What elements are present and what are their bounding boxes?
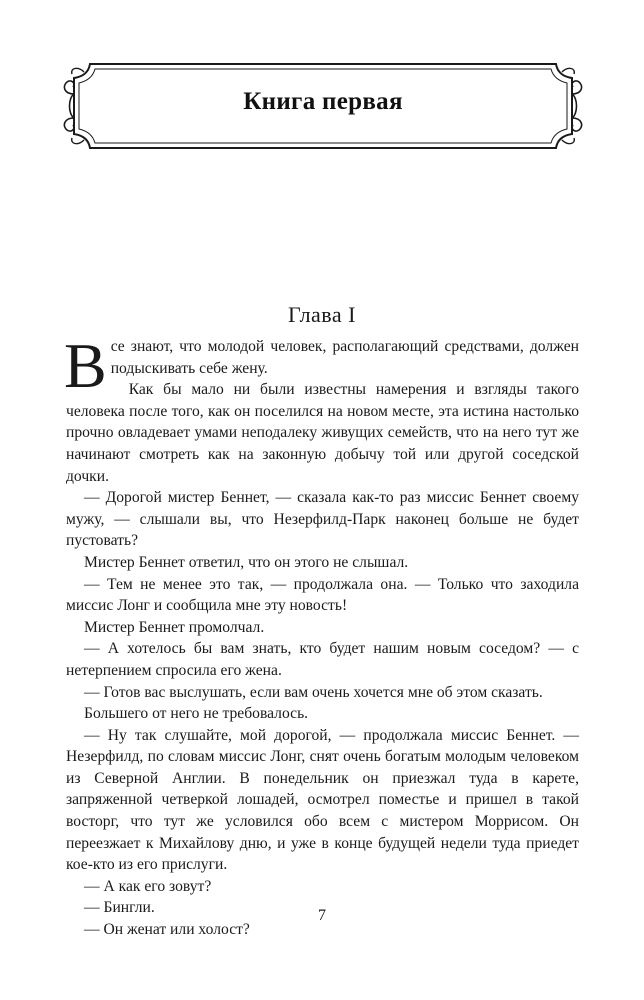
paragraph: — Тем не менее это так, — продолжала она. — Только что заходила миссис Лонг и сообщила мне эту новость! xyxy=(66,575,579,615)
paragraph: Большего от него не требовалось. xyxy=(84,705,309,723)
paragraph: — Он женат или холост? xyxy=(84,921,250,939)
paragraph: Как бы мало ни были известны намерения и взгляды такого человека после того, как он поселился на новом месте, эта истина настолько прочно овладевает умами неподалеку живущих семейств, что на него тут же начинают смотреть как на законную добычу той или другой соседской дочки. xyxy=(66,381,579,485)
paragraph xyxy=(64,330,579,401)
drop-cap: В xyxy=(64,330,107,401)
paragraph: Мистер Беннет промолчал. xyxy=(84,618,265,636)
paragraph: — Готов вас выслушать, если вам очень хочется мне об этом сказать. xyxy=(84,683,543,701)
paragraph-text: се знают, что молодой человек, располагающий средствами, должен подыскивать себе жену. xyxy=(110,338,579,377)
paragraph: — А хотелось бы вам знать, кто будет нашим новым соседом? — с нетерпением спросила его жена. xyxy=(66,640,579,679)
chapter-title: Глава I xyxy=(288,302,356,327)
page-number: 7 xyxy=(318,907,326,924)
book-title: Книга первая xyxy=(243,88,403,115)
paragraph: — Бингли. xyxy=(84,899,155,917)
paragraph: Мистер Беннет ответил, что он этого не слышал. xyxy=(84,553,409,571)
paragraph: — А как его зовут? xyxy=(84,877,212,895)
paragraph: — Ну так слушайте, мой дорогой, — продолжала миссис Беннет. — Незерфилд, по словам миссис Лонг, снят очень богатым молодым человеком из Северной Англии. В понедельник он приезжал туда в карете, запряженной четверкой лошадей, осмотрел поместье и пришел в такой восторг, что тут же условился обо всем с мистером Моррисом. Он переезжает к Михайлову дню, и уже в конце будущей недели туда приедет кое-кто из его прислуги. xyxy=(66,726,579,874)
paragraph: — Дорогой мистер Беннет, — сказала как-то раз миссис Беннет своему мужу, — слышали вы, что Незерфилд-Парк наконец больше не будет пустовать? xyxy=(66,489,579,550)
body-text xyxy=(64,330,579,941)
title-frame xyxy=(62,58,584,154)
